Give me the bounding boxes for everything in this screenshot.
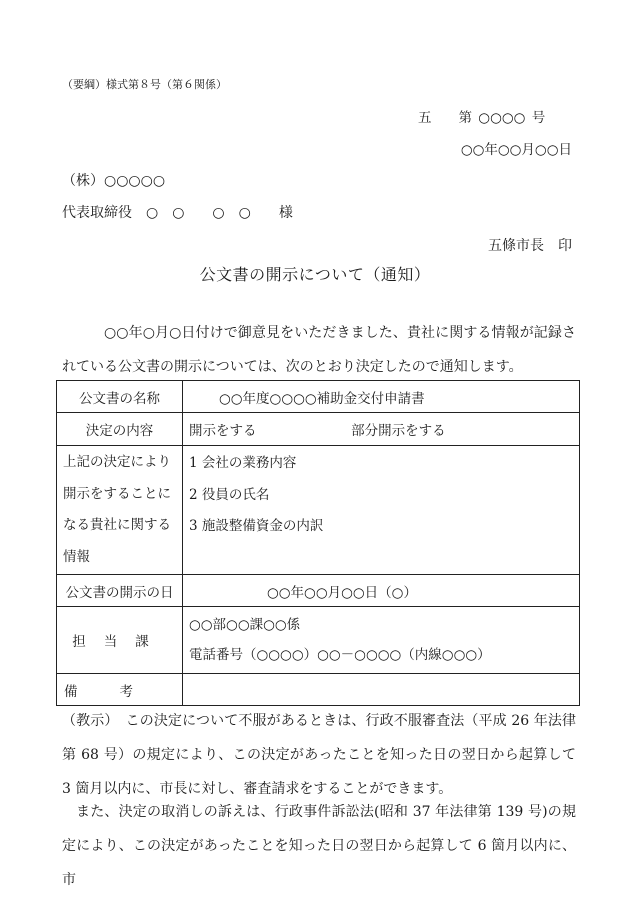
recipient-company: （株）○○○○○ bbox=[62, 173, 166, 189]
table-row-remarks bbox=[57, 674, 580, 706]
disclosure-date-label: 公文書の開示の日 bbox=[57, 575, 183, 607]
intro-paragraph: ○○年○月○日付けで御意見をいただきました、貴社に関する情報が記録されている公文書の開示については、次のとおり決定したので通知します。 bbox=[62, 325, 576, 375]
affected-info-list bbox=[183, 446, 580, 575]
form-number: （要綱）様式第８号（第６関係） bbox=[62, 78, 227, 91]
lawsuit-paragraph: また、決定の取消しの訴えは、行政事件訴訟法(昭和 37 年法律第 139 号)の規定により、この決定があったことを知った日の翌日から起算して 6 箇月以内に、市 bbox=[62, 804, 576, 888]
decision-option-partial: 部分開示をする bbox=[351, 423, 446, 439]
table-row-decision bbox=[57, 413, 580, 446]
decision-value bbox=[183, 413, 580, 446]
decision-option-disclose: 開示をする bbox=[189, 423, 257, 439]
department-label: 担当課 bbox=[57, 607, 183, 674]
list-item: 1 会社の業務内容 bbox=[189, 455, 297, 471]
document-title: 公文書の開示について（通知） bbox=[199, 265, 431, 284]
reference-number: 五 第 ○○○○ 号 bbox=[418, 110, 546, 126]
recipient-representative: 代表取締役 ○ ○ ○ ○ 様 bbox=[62, 205, 293, 221]
issue-date: ○○年○○月○○日 bbox=[460, 142, 572, 158]
disclosure-table bbox=[56, 380, 580, 706]
department-name: ○○部○○課○○係 bbox=[189, 617, 301, 633]
remarks-label: 備考 bbox=[57, 674, 183, 706]
table-row-disclosure-date bbox=[57, 575, 580, 607]
decision-label: 決定の内容 bbox=[57, 413, 183, 446]
department-value bbox=[183, 607, 580, 674]
document-name-value: ○○年度○○○○補助金交付申請書 bbox=[183, 381, 580, 413]
remarks-value bbox=[183, 674, 580, 706]
department-phone: 電話番号（○○○○）○○－○○○○（内線○○○） bbox=[189, 647, 491, 663]
list-item: 2 役員の氏名 bbox=[189, 486, 270, 503]
table-row-document-name bbox=[57, 381, 580, 413]
list-item: 3 施設整備資金の内訳 bbox=[189, 518, 324, 534]
disclosure-date-value: ○○年○○月○○日（○） bbox=[183, 575, 580, 607]
table-row-affected-info bbox=[57, 446, 580, 575]
affected-info-label: 上記の決定により開示をすることになる貴社に関する情報 bbox=[57, 446, 183, 575]
instruction-paragraph: （教示） この決定について不服があるときは、行政不服審査法（平成 26 年法律第 68 号）の規定により、この決定があったことを知った日の翌日から起算して 3 箇月以内に、市長に対し、審査請求をすることができます。 bbox=[62, 713, 576, 797]
sender-signature: 五條市長 印 bbox=[488, 238, 572, 254]
document-name-label: 公文書の名称 bbox=[57, 381, 183, 413]
table-row-department bbox=[57, 607, 580, 674]
